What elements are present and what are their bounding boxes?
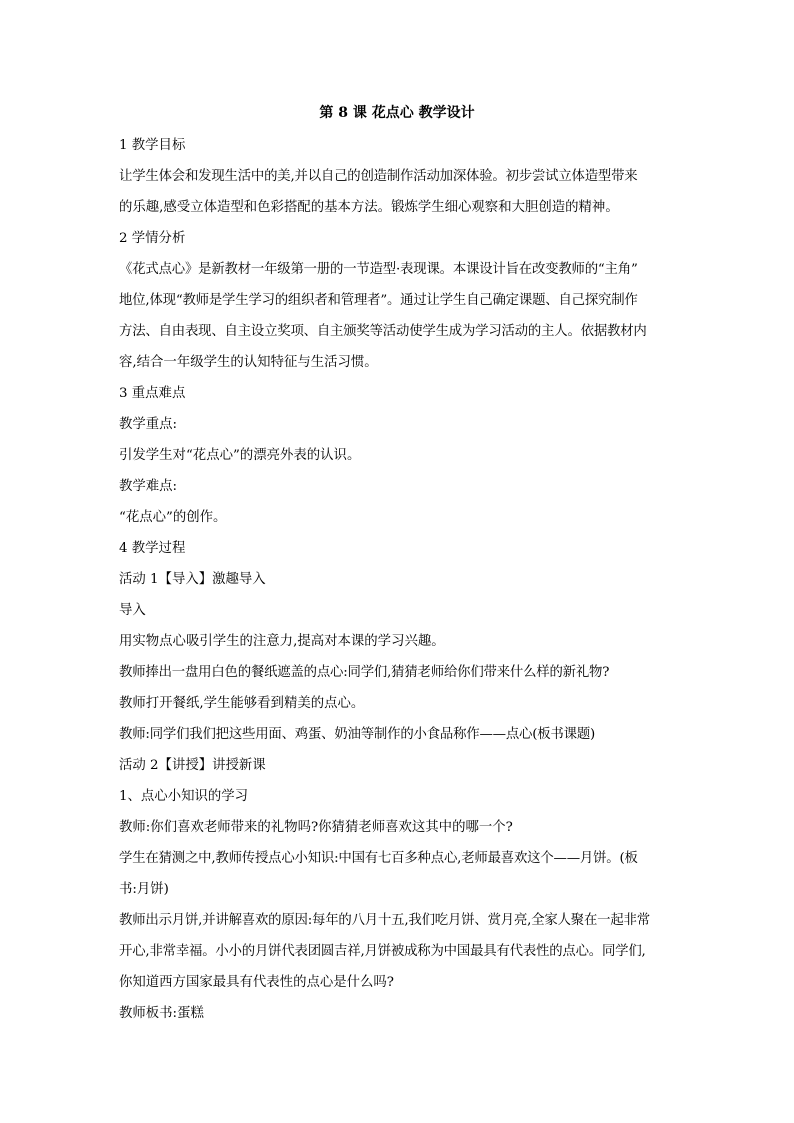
subheading-difficulty: 教学难点: [119,479,178,494]
section-heading-key-points: 3 重点难点 [119,386,186,401]
paragraph-line: 方法、自由表现、自主设立奖项、自主颁奖等活动使学生成为学习活动的主人。依据教材内 [119,324,647,339]
paragraph-line: 地位,体现“教师是学生学习的组织者和管理者”。通过让学生自己确定课题、自己探究制作 [119,293,638,308]
paragraph-line: 学生在猜测之中,教师传授点心小知识:中国有七百多种点心,老师最喜欢这个——月饼。(板 [119,851,638,866]
paragraph-line: 让学生体会和发现生活中的美,并以自己的创造制作活动加深体验。初步尝试立体造型带来 [119,169,638,184]
activity-heading: 活动 1【导入】激趣导入 [119,572,266,587]
paragraph-line: 教师:同学们我们把这些用面、鸡蛋、奶油等制作的小食品称作——点心(板书课题) [119,727,596,742]
paragraph-line: 的乐趣,感受立体造型和色彩搭配的基本方法。锻炼学生细心观察和大胆创造的精神。 [119,200,619,215]
paragraph-line: 教师出示月饼,并讲解喜欢的原因:每年的八月十五,我们吃月饼、赏月亮,全家人聚在一起非常 [119,913,650,928]
paragraph-line: 容,结合一年级学生的认知特征与生活习惯。 [119,355,378,370]
paragraph-line: 教师捧出一盘用白色的餐纸遮盖的点心:同学们,猜猜老师给你们带来什么样的新礼物? [119,665,610,680]
section-heading-process: 4 教学过程 [119,541,186,556]
paragraph-line: 你知道西方国家最具有代表性的点心是什么吗? [119,975,394,990]
section-heading-objectives: 1 教学目标 [119,138,186,153]
activity-heading: 活动 2【讲授】讲授新课 [119,758,266,773]
paragraph-line: 导入 [119,603,146,618]
document-body [119,130,679,1029]
paragraph-line: 用实物点心吸引学生的注意力,提高对本课的学习兴趣。 [119,634,445,649]
paragraph-line: 教师板书:蛋糕 [119,1006,204,1021]
page-title: 第 8 课 花点心 教学设计 [319,105,475,121]
subheading-key-point: 教学重点: [119,417,178,432]
paragraph-line: “花点心”的创作。 [119,510,227,525]
paragraph-line: 《花式点心》是新教材一年级第一册的一节造型·表现课。本课设计旨在改变教师的“主角” [119,262,638,277]
paragraph-line: 教师:你们喜欢老师带来的礼物吗?你猜猜老师喜欢这其中的哪一个? [119,820,513,835]
paragraph-line: 引发学生对“花点心”的漂亮外表的认识。 [119,448,361,463]
paragraph-line: 开心,非常幸福。小小的月饼代表团圆吉祥,月饼被成称为中国最具有代表性的点心。同学们, [119,944,646,959]
paragraph-line: 教师打开餐纸,学生能够看到精美的点心。 [119,696,365,711]
section-heading-analysis: 2 学情分析 [119,231,186,246]
paragraph-line: 1、点心小知识的学习 [119,789,249,804]
paragraph-line: 书:月饼) [119,882,169,897]
